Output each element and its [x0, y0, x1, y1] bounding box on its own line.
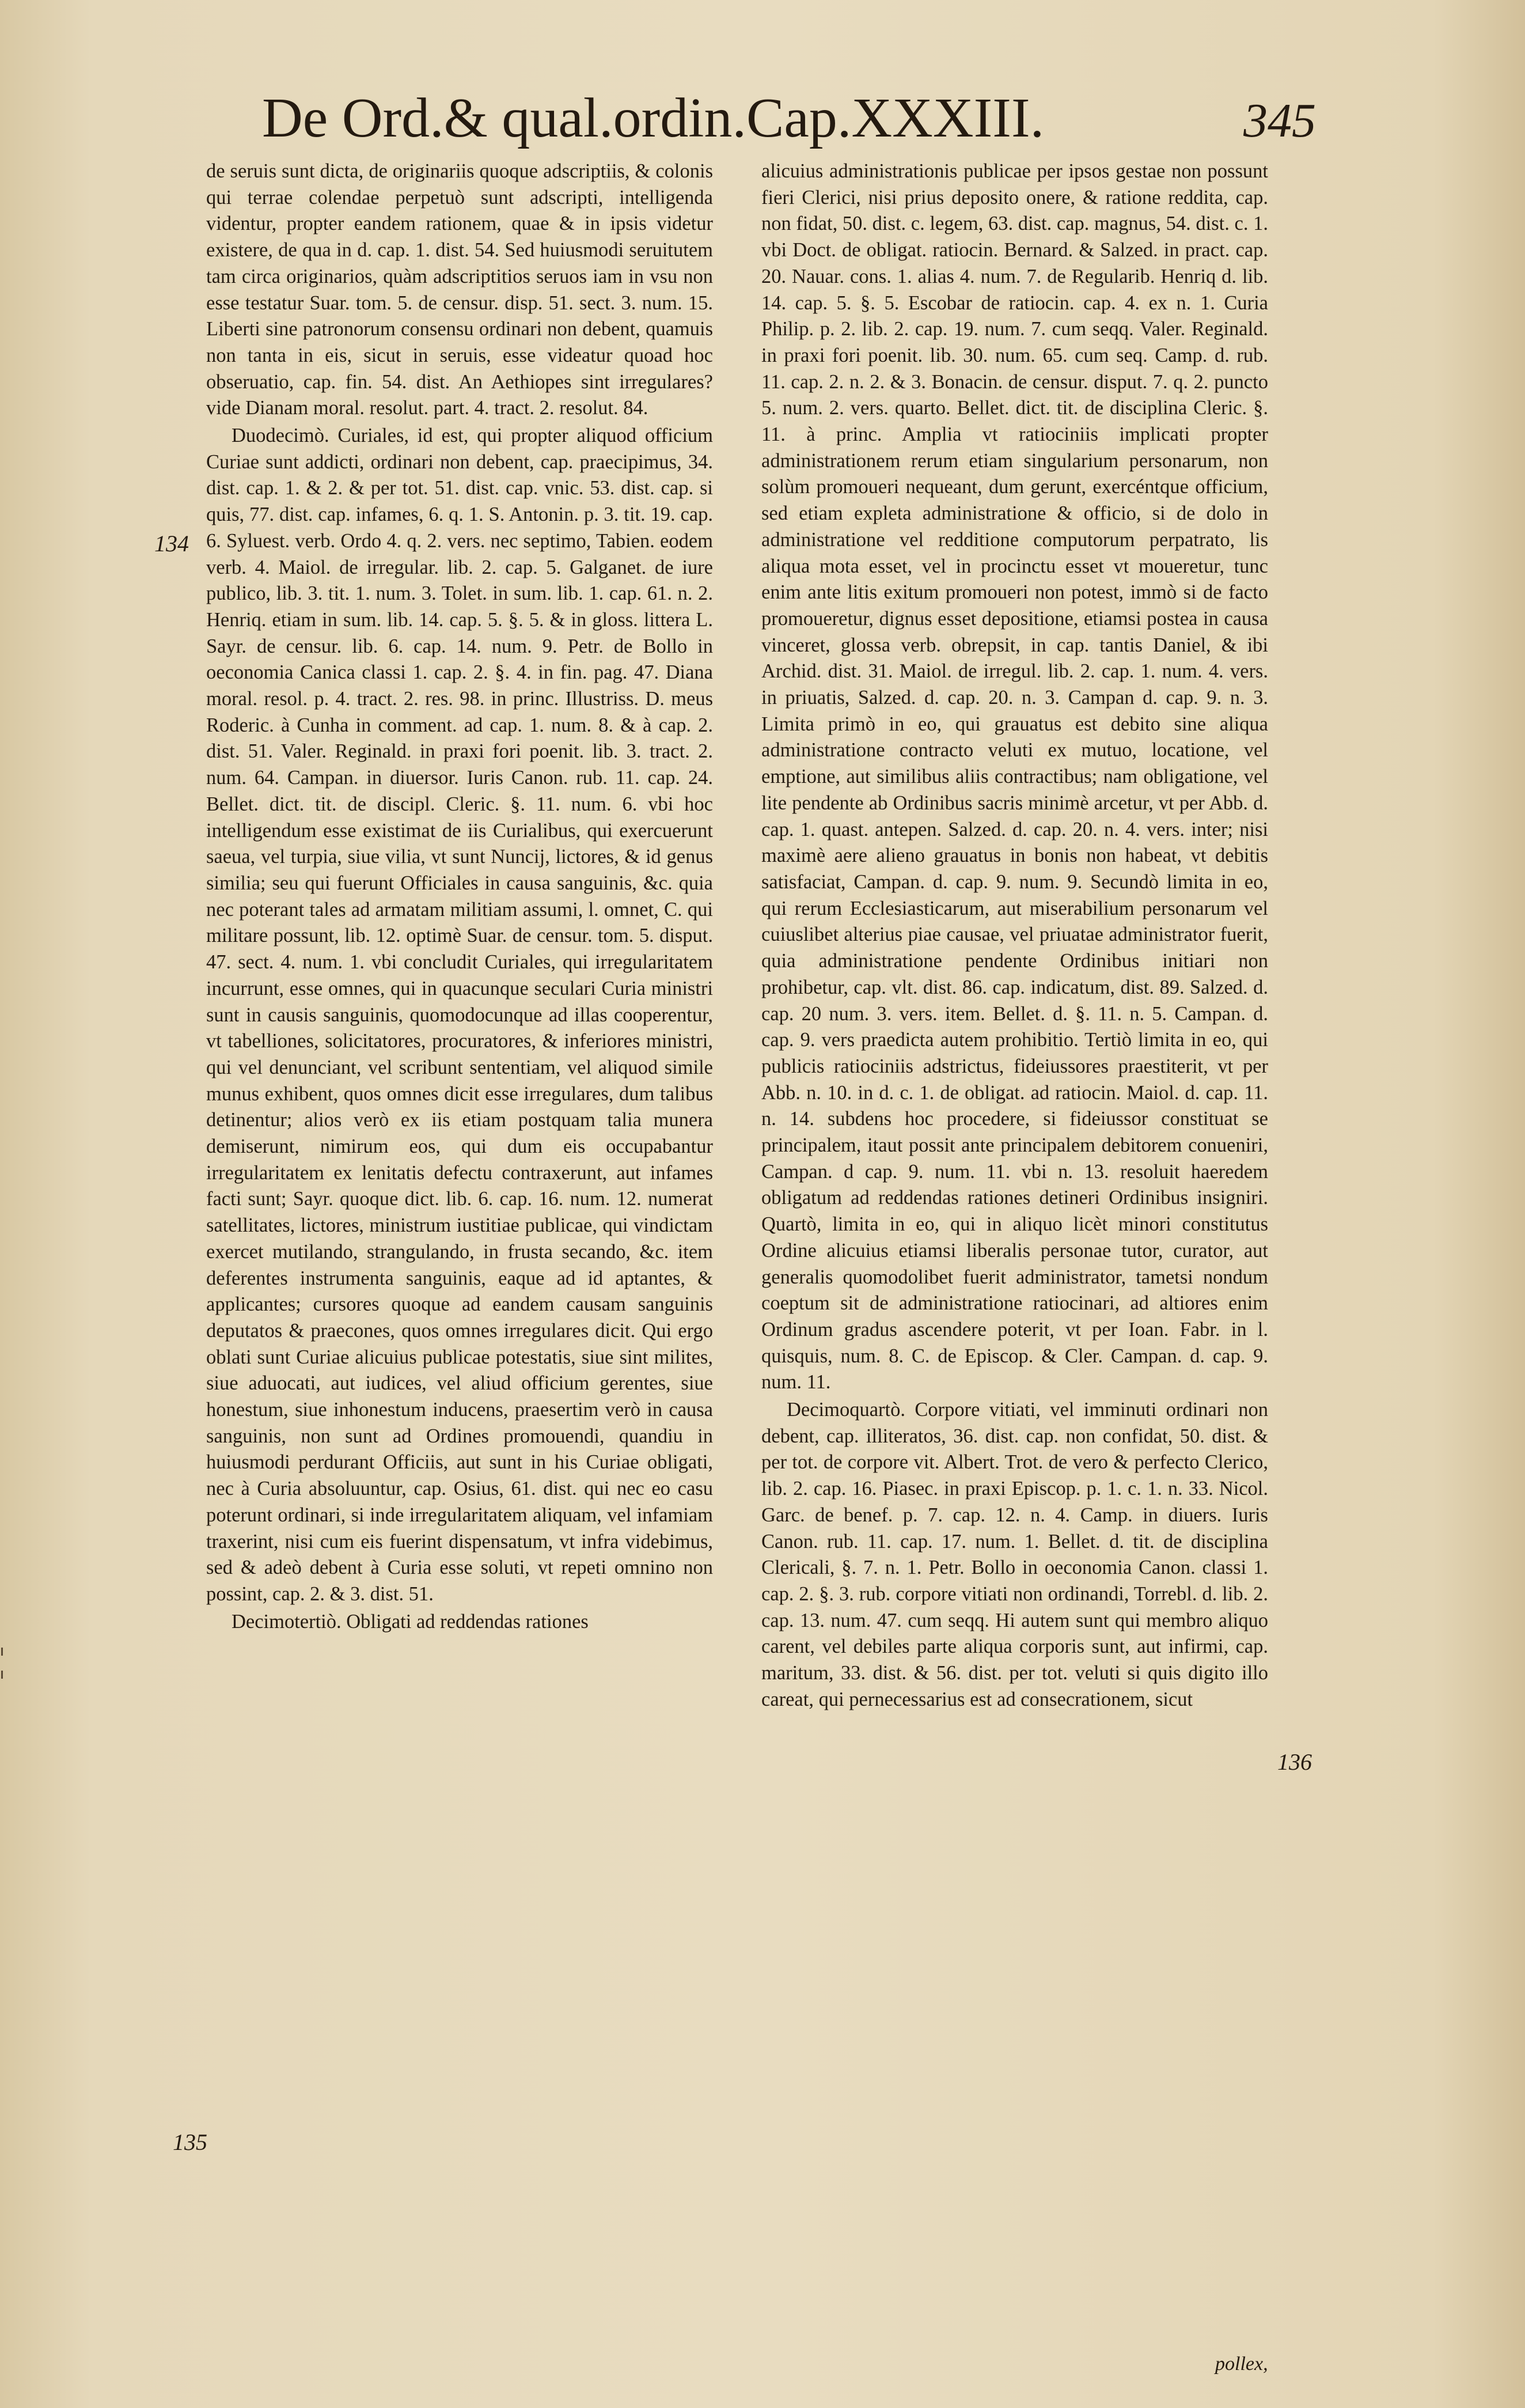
margin-number-134: 134: [154, 531, 189, 556]
page-number: 345: [1243, 94, 1316, 147]
left-paragraph-3: Decimotertiò. Obligati ad reddendas rationes: [232, 1610, 589, 1633]
right-column: [761, 158, 1268, 1713]
margin-number-135: 135: [173, 2129, 207, 2155]
running-header: [262, 86, 1316, 150]
header-title: De Ord.& qual.ordin.Cap.XXXIII.: [262, 87, 1045, 149]
margin-number-136: 136: [1277, 1749, 1312, 1775]
left-paragraph-2: Duodecimò. Curiales, id est, qui propter aliquod officium Curiae sunt addicti, ordinari non debent, cap. praecipimus, 34. dist. cap. 1. & 2. & per tot. 51. dist. cap. vnic. 53. dist. cap. si quis, 77. dist. cap. infames, 6. q. 1. S. Antonin. p. 3. tit. 19. cap. 6. Syluest. verb. Ordo 4. q. 2. vers. nec septimo, Tabien. eodem verb. 4. Maiol. de irregular. lib. 2. cap. 5. Galganet. de iure publico, lib. 3. tit. 1. num. 3. Tolet. in sum. lib. 1. cap. 61. n. 2. Henriq. etiam in sum. lib. 14. cap. 5. §. 5. & in gloss. littera L. Sayr. de censur. lib. 6. cap. 14. num. 9. Petr. de Bollo in oeconomia Canica classi 1. cap. 2. §. 4. in fin. pag. 47. Diana moral. resol. p. 4. tract. 2. res. 98. in princ. Illustriss. D. meus Roderic. à Cunha in comment. ad cap. 1. num. 8. & à cap. 2. dist. 51. Valer. Reginald. in praxi fori poenit. lib. 3. tract. 2. num. 64. Campan. in diuersor. Iuris Canon. rub. 11. cap. 24. Bellet. dict. tit. de discipl. Cleric. §. 11. num. 6. vbi hoc intelligendum esse existimat de iis Curialibus, qui exercuerunt saeua, vel turpia, siue vilia, vt sunt Nuncij, lictores, & id genus similia; seu qui fuerunt Officiales in causa sanguinis, &c. quia nec poterant tales ad armatam militiam assumi, l. omnet, C. qui militare possunt, lib. 12. optimè Suar. de censur. tom. 5. disput. 47. sect. 4. num. 1. vbi concludit Curiales, qui irregularitatem incurrunt, esse omnes, qui in quacunque seculari Curia ministri sunt in causis sanguinis, quomodocunque ad illas cooperentur, vt tabelliones, solicitatores, procuratores, & inferiores ministri, qui vel denunciant, vel scribunt sententiam, vel aliquod simile munus exhibent, quos omnes dicit esse irregulares, dum talibus detinentur; alios verò ex iis etiam postquam talia munera demiserunt, nimirum eos, qui dum eis occupabantur irregularitatem ex lenitatis defectu contraxerunt, aut infames facti sunt; Sayr. quoque dict. lib. 6. cap. 16. num. 12. numerat satellitates, lictores, ministrum iustitiae publicae, qui vindictam exercet mutilando, strangulando, in frusta secando, &c. item deferentes instrumenta sanguinis, eaque ad id aptantes, & applicantes; cursores quoque ad eandem causam sanguinis deputatos & praecones, quos omnes irregulares dicit. Qui ergo oblati sunt Curiae alicuius publicae potestatis, siue sint milites, siue aduocati, aut iudices, vel aliud officium gerentes, siue honestum, siue inhonestum inducens, praesertim verò in causa sanguinis, non sunt ad Ordines promouendi, quandiu in huiusmodi perdurant Officiis, aut sunt in his Curiae obligati, nec à Curia absoluuntur, cap. Osius, 61. dist. qui nec eo casu poterunt ordinari, si inde irregularitatem aliquam, vel infamiam traxerint, nisi cum eis fuerint dispensatum, vt infra videbimus, sed & adeò debent à Curia esse soluti, vt repeti omnino non possint, cap. 2. & 3. dist. 51.: [206, 425, 713, 1605]
right-paragraph-1: alicuius administrationis publicae per ipsos gestae non possunt fieri Clerici, nisi prius deposito onere, & ratione reddita, cap. non fidat, 50. dist. c. legem, 63. dist. cap. magnus, 54. dist. c. 1. vbi Doct. de obligat. ratiocin. Bernard. & Salzed. in pract. cap. 20. Nauar. cons. 1. alias 4. num. 7. de Regularib. Henriq d. lib. 14. cap. 5. §. 5. Escobar de ratiocin. cap. 4. ex n. 1. Curia Philip. p. 2. lib. 2. cap. 19. num. 7. cum seqq. Valer. Reginald. in praxi fori poenit. lib. 30. num. 65. cum seq. Camp. d. rub. 11. cap. 2. n. 2. & 3. Bonacin. de censur. disput. 7. q. 2. puncto 5. num. 2. vers. quarto. Bellet. dict. tit. de disciplina Cleric. §. 11. à princ. Amplia vt ratiociniis implicati propter administrationem rerum etiam singularium personarum, non solùm promoueri nequeant, dum gerunt, exercéntque officium, sed etiam expleta administratione & officio, si de dolo in administratione vel redditione computorum perpatrato, lis aliqua mota esset, vel in procinctu esset vt moueretur, tunc enim ante litis exitum promoueri non potest, immò si de facto promoueretur, dignus esset depositione, etiamsi postea in causa vinceret, glossa verb. obrepsit, in cap. tantis Daniel, & ibi Archid. dist. 31. Maiol. de irregul. lib. 2. cap. 1. num. 4. vers. in priuatis, Salzed. d. cap. 20. n. 3. Campan d. cap. 9. n. 3. Limita primò in eo, qui grauatus est debito sine aliqua administratione contracto veluti ex mutuo, locatione, vel emptione, aut similibus aliis contractibus; nam obligatione, vel lite pendente ab Ordinibus sacris minimè arcetur, vt per Abb. d. cap. 1. quast. antepen. Salzed. d. cap. 20. n. 4. vers. inter; nisi maximè aere alieno grauatus in bonis non habeat, vt debitis satisfaciat, Campan. d. cap. 9. num. 9. Secundò limita in eo, qui rerum Ecclesiasticarum, aut miserabilium personarum vel cuiuslibet alterius piae causae, vel priuatae administrator fuerit, quia administratione pendente Ordinibus initiari non prohibetur, cap. vlt. dist. 86. cap. indicatum, dist. 89. Salzed. d. cap. 20 num. 3. vers. item. Bellet. d. §. 11. n. 5. Campan. d. cap. 9. vers praedicta autem prohibitio. Tertiò limita in eo, qui publicis ratiociniis adstrictus, fideiussores praestiterit, vt per Abb. n. 10. in d. c. 1. de obligat. ad ratiocin. Maiol. d. cap. 11. n. 14. subdens hoc procedere, si fideiussor constituat se principalem, itaut possit ante principalem debitorem conueniri, Campan. d cap. 9. num. 11. vbi n. 13. resoluit haeredem obligatum ad reddendas rationes detineri Ordinibus insigniri. Quartò, limita in eo, qui in aliquo licèt minori constitutus Ordine alicuius etiamsi liberalis personae tutor, curator, aut generalis quomodolibet fuerit administrator, tametsi nondum coeptum sit de administratione ratiocinari, ad altiores enim Ordinum gradus ascendere poterit, vt per Ioan. Fabr. in l. quisquis, num. 8. C. de Episcop. & Cler. Campan. d. cap. 9. num. 11.: [761, 160, 1268, 1394]
right-paragraph-2: Decimoquartò. Corpore vitiati, vel imminuti ordinari non debent, cap. illiteratos, 36. dist. cap. non confidat, 50. dist. & per tot. de corpore vit. Albert. Trot. de vero & perfecto Clerico, lib. 2. cap. 16. Piasec. in praxi Episcop. p. 1. c. 1. n. 33. Nicol. Garc. de benef. p. 7. cap. 12. n. 4. Camp. in diuers. Iuris Canon. rub. 11. cap. 17. num. 1. Bellet. d. tit. de disciplina Clericali, §. 7. n. 1. Petr. Bollo in oeconomia Canon. classi 1. cap. 2. §. 3. rub. corpore vitiati non ordinandi, Torrebl. d. lib. 2. cap. 13. num. 47. cum seqq. Hi autem sunt qui membro aliquo carent, vel debiles parte aliqua corporis sunt, aut infirmi, cap. maritum, 33. dist. & 56. dist. per tot. veluti si quis digito illo careat, qui pernecessarius est ad consecrationem, sicut: [761, 1399, 1268, 1710]
binding-edge-marks: [0, 1648, 7, 1682]
left-column: [206, 158, 713, 1635]
left-paragraph-1: de seruis sunt dicta, de originariis quoque adscriptiis, & colonis qui terrae colendae perpetuò sunt adscripti, intelligenda videntur, propter eandem rationem, quae & in ipsis videtur existere, de qua in d. cap. 1. dist. 54. Sed huiusmodi seruitutem tam circa originarios, quàm adscriptitios seruos iam in vsu non esse testatur Suar. tom. 5. de censur. disp. 51. sect. 3. num. 15. Liberti sine patronorum consensu ordinari non debent, quamuis non tanta in eis, sicut in seruis, esse videatur quoad hoc obseruatio, cap. fin. 54. dist. An Aethiopes sint irregulares? vide Dianam moral. resolut. part. 4. tract. 2. resolut. 84.: [206, 160, 713, 419]
catchword: pollex,: [1215, 2353, 1268, 2375]
